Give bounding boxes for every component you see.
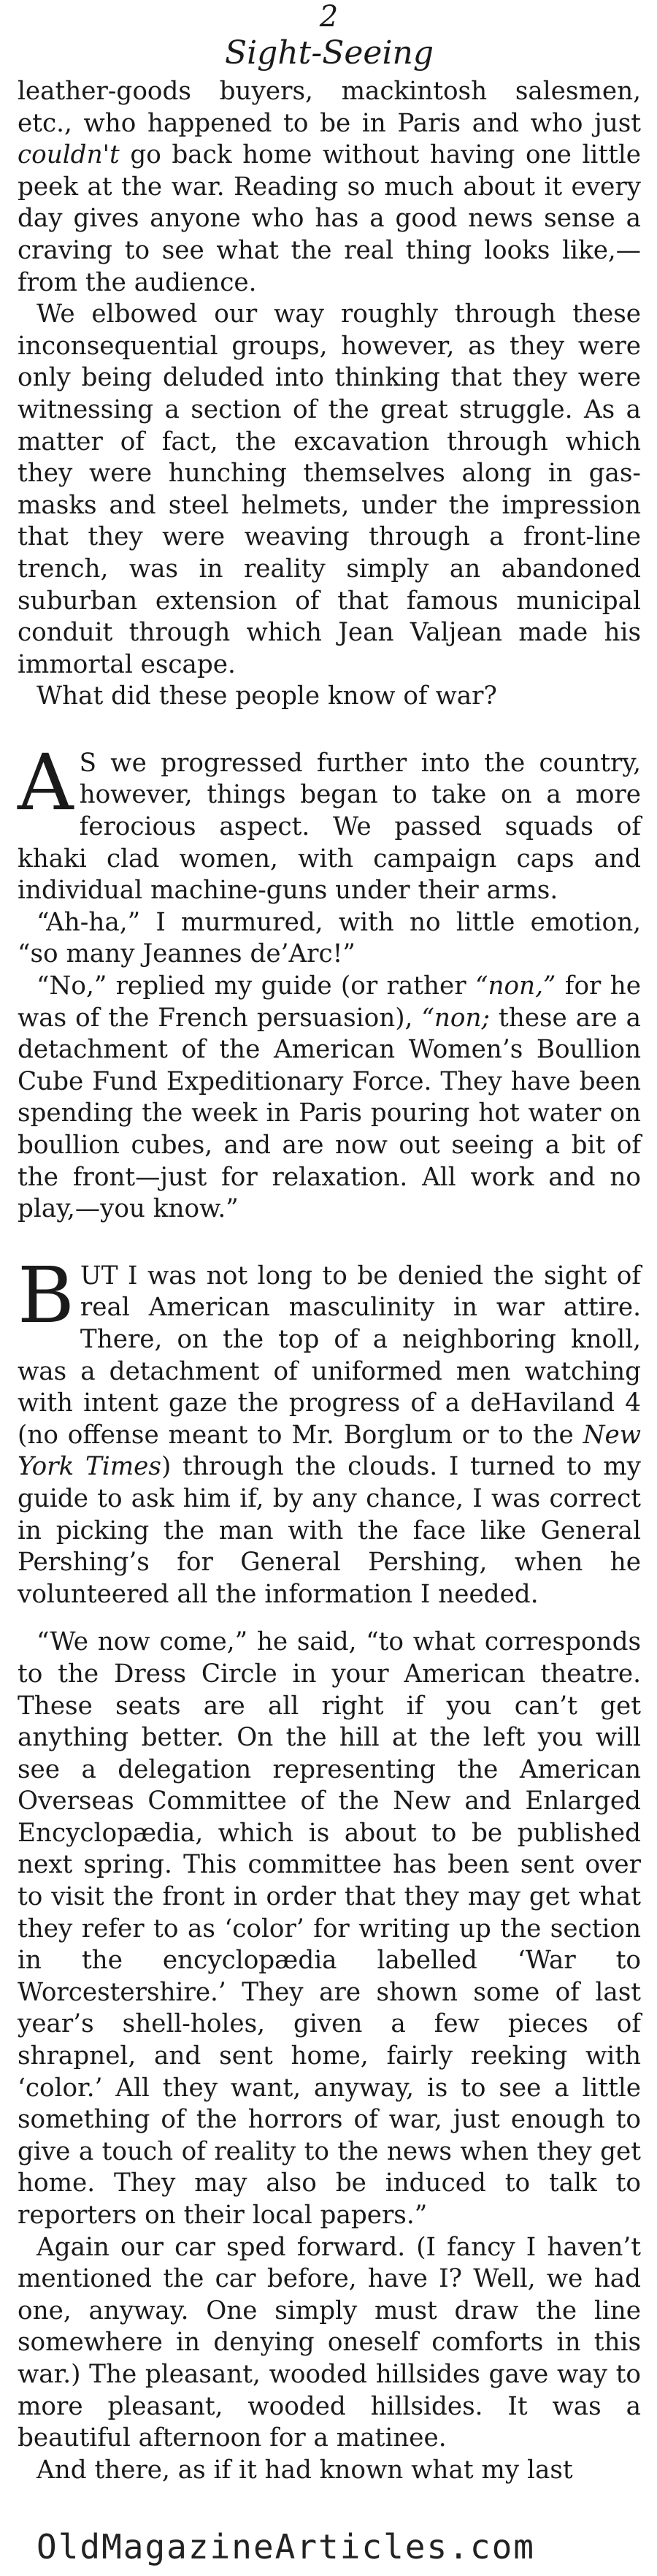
page-number: 2 <box>319 0 339 34</box>
text-run: UT I was not long to be denied the sight of real American masculinity in war attire. There, on the top of a neighboring knoll, was a detachment of uniformed men watching with intent gaze the progress of a deHaviland 4 (no offense meant to Mr. Borglum or to the <box>18 1261 641 1450</box>
paragraph-3: What did these people know of war? <box>36 681 497 711</box>
text-run: go back home without having one little peek at the war. Reading so much about it every day gives anyone who has a good news sense a craving to see what the real thing looks like,—from the audience. <box>18 140 641 297</box>
article-body <box>18 76 641 2486</box>
paragraph-4 <box>18 737 641 907</box>
paragraph-9: Again our car sped forward. (I fancy I haven’t mentioned the car before, have I? Well, we had one, anyway. One simply must draw the line somewhere in denying oneself comforts in this war.) The pleasant, wooded hillsides gave way to more pleasant, wooded hillsides. It was a beautiful afternoon for a matinee. <box>18 2232 641 2453</box>
running-title: Sight-Seeing <box>224 34 434 72</box>
emphasis-text: “non,” <box>474 971 556 1001</box>
drop-cap: A <box>18 737 74 828</box>
emphasis-text: couldn't <box>18 140 120 170</box>
text-run: leather-goods buyers, mackintosh salesmen, etc., who happened to be in Paris and who just <box>18 77 641 138</box>
paragraph-2: We elbowed our way roughly through these inconsequential groups, however, as they were only being deluded into thinking that they were witnessing a section of the great struggle. As a matter of fact, the excavation through which they were hunching themselves along in gas-masks and steel helmets, under the impression that they were weaving through a front-line trench, was in reality simply an abandoned suburban extension of that famous municipal conduit through which Jean Valjean made his immortal escape. <box>18 299 641 679</box>
site-watermark: OldMagazineArticles.com <box>36 2527 535 2567</box>
paragraph-5: “Ah-ha,” I murmured, with no little emotion, “so many Jeannes de’Arc!” <box>18 907 641 969</box>
text-run: these are a detachment of the American Women’s Boullion Cube Fund Expeditionary Force. They have been spending the week in Paris pouring hot water on boullion cubes, and are now out seeing a bit of the front—just for relaxation. All work and no play,—you know.” <box>18 1003 641 1224</box>
paragraph-6 <box>18 971 641 1226</box>
paragraph-8: “We now come,” he said, “to what corresponds to the Dress Circle in your American theatre. These seats are all right if you can’t get anything better. On the hill at the left you will see a delegation representing the American Overseas Committee of the New and Enlarged Encyclopædia, which is about to be published next spring. This committee has been sent over to visit the front in order that they may get what they refer to as ‘color’ for writing up the section in the encyclopædia labelled ‘War to Worcestershire.’ They are shown some of last year’s shell-holes, given a few pieces of shrapnel, and sent home, fairly reeking with ‘color.’ All they want, anyway, is to see a little something of the horrors of war, just enough to give a touch of reality to the news when they get home. They may also be induced to talk to reporters on their local papers.” <box>18 1627 641 2230</box>
paragraph-1 <box>18 76 641 299</box>
drop-cap: B <box>18 1250 74 1340</box>
text-run: for he was of the French persuasion), <box>18 971 641 1033</box>
paragraph-7 <box>18 1250 641 1611</box>
text-run: S we progressed further into the country, however, things began to take on a more ferocious aspect. We passed squads of khaki clad women, with campaign caps and individual machine-guns under their arms. <box>18 748 641 906</box>
paragraph-10: And there, as if it had known what my last <box>36 2455 573 2485</box>
text-run: “No,” replied my guide (or rather <box>36 971 475 1001</box>
emphasis-text: “non; <box>421 1003 491 1033</box>
text-run: ) through the clouds. I turned to my guide to ask him if, by any chance, I was correct in picking the man with the face like General Pershing’s for General Pershing, when he volunteered all the information I needed. <box>18 1452 641 1609</box>
emphasis-text: New York Times <box>18 1420 641 1482</box>
